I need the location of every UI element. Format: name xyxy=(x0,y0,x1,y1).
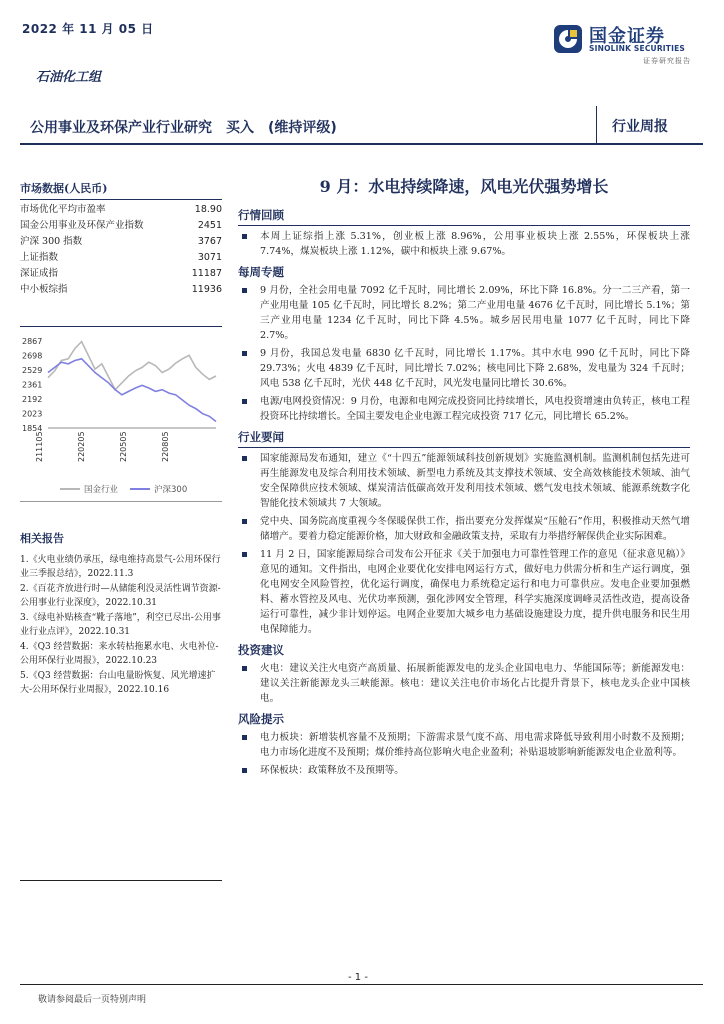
market-label: 沪深 300 指数 xyxy=(20,236,83,247)
x-tick-label: 220205 xyxy=(77,431,86,462)
y-tick-label: 1854 xyxy=(22,424,43,433)
market-row xyxy=(20,234,222,250)
company-logo xyxy=(553,22,693,66)
market-label: 上证指数 xyxy=(20,252,59,263)
market-label: 中小板综指 xyxy=(20,284,68,295)
related-report-item[interactable]: 4.《Q3 经营数据：来水转枯拖累水电、火电补位-公用环保行业周报》，2022.10.23 xyxy=(20,642,219,666)
logo-name-en: SINOLINK SECURITIES xyxy=(589,44,686,53)
related-report-item[interactable]: 2.《百花齐放进行时—从储能利没灵活性调节资源-公用事业行业深度》，2022.10.31 xyxy=(20,584,221,608)
y-tick-label: 2192 xyxy=(22,394,43,404)
x-tick-label: 220505 xyxy=(119,431,128,462)
market-label: 市场优化平均市盈率 xyxy=(20,204,106,215)
market-row xyxy=(20,282,222,298)
logo-name-cn: 国金证券 xyxy=(589,26,665,47)
bullet-item: 本周上证综指上涨 5.31%，创业板上涨 8.96%，公用事业板块上涨 2.55%，环保板块上涨 7.74%，煤炭板块上涨 1.12%，碳中和板块上涨 9.67%。 xyxy=(238,229,690,259)
series-line-csi300 xyxy=(48,359,216,422)
section-heading-market-review: 行情回顾 xyxy=(238,207,690,226)
series-line-industry xyxy=(48,342,216,390)
y-tick-label: 2023 xyxy=(22,409,43,419)
related-report-item[interactable]: 1.《火电业绩仍承压，绿电维持高景气-公用环保行业三季报总结》，2022.11.3 xyxy=(20,555,221,579)
bullet-item: 党中央、国务院高度重视今冬保暖保供工作，指出要充分发挥煤炭“压舱石”作用，积极推动天然气增储增产。要着力稳定能源价格，加大财政和金融政策支持，采取有力举措纾解保供企业实际困难。 xyxy=(238,514,690,544)
section-heading-industry-news: 行业要闻 xyxy=(238,429,690,448)
related-reports-title: 相关报告 xyxy=(20,532,64,545)
market-data-title: 市场数据(人民币) xyxy=(20,180,222,200)
legend-label: 国金行业 xyxy=(84,485,119,495)
page-number: - 1 - xyxy=(348,972,368,983)
market-row xyxy=(20,250,222,266)
y-tick-label: 2361 xyxy=(22,380,43,390)
header-divider xyxy=(596,106,597,144)
related-report-item[interactable]: 5.《Q3 经营数据：台山电量盼恢复、风光增速扩大-公用环保行业周报》，2022.10.16 xyxy=(20,671,216,695)
section-heading-risk-warning: 风险提示 xyxy=(238,712,284,726)
market-value: 2451 xyxy=(197,220,222,231)
market-value: 3071 xyxy=(197,252,222,263)
logo-mark-icon xyxy=(553,24,583,54)
industry-rating: 公用事业及环保产业行业研究 买入 (维持评级) xyxy=(30,120,337,136)
y-tick-label: 2698 xyxy=(22,351,43,361)
related-reports xyxy=(20,530,222,698)
bullet-item: 国家能源局发布通知，建立《“十四五”能源领域科技创新规划》实施监测机制。监测机制包括先进可再生能源发电及综合利用技术领域、新型电力系统及其支撑技术领域、安全高效核能技术领域、油气安全保障供应技术领域、煤炭清洁低碳高效开发利用技术领域、燃气发电技术领域、能源系统数字化智能化技术领域共 7 大领域。 xyxy=(238,451,690,511)
market-value: 3767 xyxy=(197,236,222,247)
market-row xyxy=(20,218,222,234)
footer-rule xyxy=(20,984,703,985)
bullet-item: 9 月份，我国总发电量 6830 亿千瓦时，同比增长 1.17%。其中水电 990 亿千瓦时，同比下降 29.73%；火电 4839 亿千瓦时，同比增长 7.02%；核电同比下降 2.68%，发电量为 324 千瓦时；风电 538 亿千瓦时，光伏 448 亿千瓦时，风光发电量同比增长 30.6%。 xyxy=(238,346,690,391)
main-content xyxy=(238,174,690,781)
market-value: 11187 xyxy=(191,268,222,279)
market-data-panel xyxy=(20,180,222,298)
x-tick-label: 220805 xyxy=(161,431,170,462)
market-value: 18.90 xyxy=(194,204,222,215)
bullet-item: 11 月 2 日，国家能源局综合司发布公开征求《关于加强电力可靠性管理工作的意见（征求意见稿）》意见的通知。文件指出，电网企业要优化安排电网运行方式，做好电力供需分析和生产运行调度，强化电网安全风险管控，优化运行调度，确保电力系统稳定运行和电力可靠供应。发电企业要加强燃料、蓄水管控及风电、光伏功率预测，强化涉网安全管理，科学实施深度调峰灵活性改造，提高设备运行可靠性，减少非计划停运。电网企业要加大城乡电力基础设施建设力度，提升供电服务和民生用电保障能力。 xyxy=(238,547,690,637)
header-rule xyxy=(20,143,703,145)
disclaimer-note: 敬请参阅最后一页特别声明 xyxy=(38,995,147,1005)
market-value: 11936 xyxy=(191,284,222,295)
related-report-item[interactable]: 3.《绿电补贴核查“靴子落地”，利空已尽出-公用事业行业点评》，2022.10.31 xyxy=(20,613,221,637)
report-date: 2022 年 11 月 05 日 xyxy=(22,22,154,36)
research-group: 石油化工组 xyxy=(36,70,102,85)
sidebar-bottom-rule xyxy=(20,880,222,881)
report-type: 行业周报 xyxy=(612,119,668,135)
bullet-item: 电源/电网投资情况：9 月份，电源和电网完成投资同比持续增长，风电投资增速由负转正，核电工程投资环比持续增长。全国主要发电企业电源工程完成投资 717 亿元，同比增长 65.2%。 xyxy=(238,394,690,424)
x-tick-label: 211105 xyxy=(35,431,44,462)
index-chart xyxy=(20,326,222,502)
index-chart-svg xyxy=(20,327,222,503)
section-heading-weekly-topic: 每周专题 xyxy=(238,265,284,279)
bullet-item: 环保板块：政策释放不及预期等。 xyxy=(238,763,690,778)
market-row xyxy=(20,202,222,218)
market-label: 深证成指 xyxy=(20,268,59,279)
bullet-item: 火电：建议关注火电资产高质量、拓展新能源发电的龙头企业国电电力、华能国际等；新能源发电：建议关注新能源龙头三峡能源。核电：建议关注电价市场化占比提升背景下，核电龙头企业中国核电。 xyxy=(238,661,690,706)
bullet-item: 9 月份，全社会用电量 7092 亿千瓦时，同比增长 2.09%，环比下降 16.8%。分一二三产看，第一产业用电量 105 亿千瓦时，同比增长 8.2%；第二产业用电量 4676 亿千瓦时，同比增长 5.1%；第三产业用电量 1234 亿千瓦时，同比下降 4.5%。城乡居民用电量 1077 亿千瓦时，同比下降 2.7%。 xyxy=(238,283,690,343)
market-row xyxy=(20,266,222,282)
bullet-item: 电力板块：新增装机容量不及预期；下游需求景气度不高、用电需求降低导致利用小时数不及预期；电力市场化进度不及预期；煤价维持高位影响火电企业盈利；补贴退坡影响新能源发电企业盈利等。 xyxy=(238,730,690,760)
y-tick-label: 2867 xyxy=(22,337,43,346)
legend-label: 沪深300 xyxy=(154,485,188,495)
report-title: 9 月：水电持续降速，风电光伏强势增长 xyxy=(319,177,609,196)
section-heading-investment-advice: 投资建议 xyxy=(238,643,284,657)
y-tick-label: 2529 xyxy=(22,366,43,376)
market-label: 国金公用事业及环保产业指数 xyxy=(20,220,144,231)
logo-subtitle: 证券研究报告 xyxy=(643,57,691,65)
